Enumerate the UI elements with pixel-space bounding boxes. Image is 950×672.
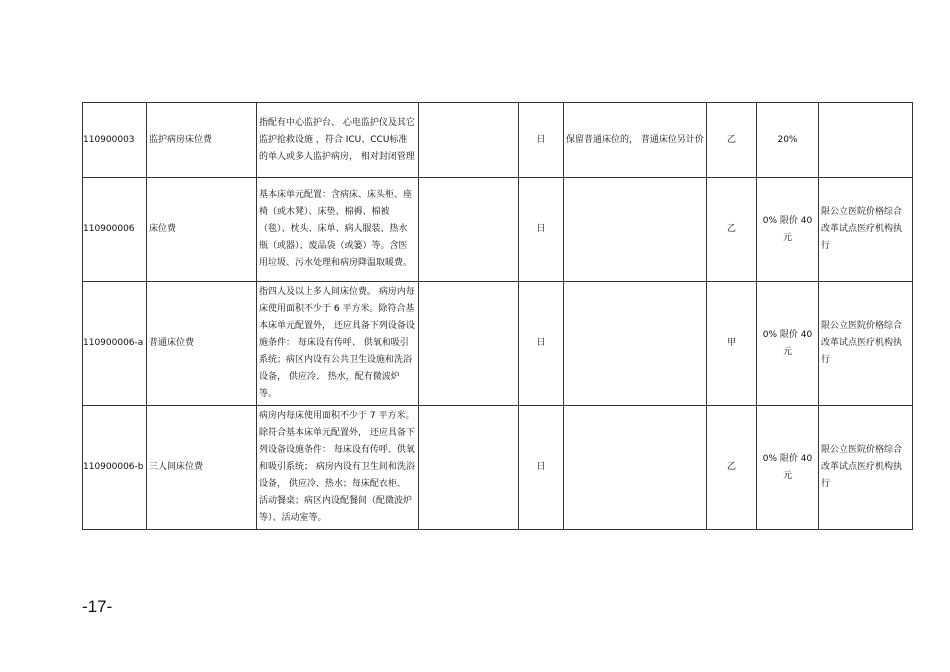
item-code: 110900006: [83, 178, 147, 282]
item-category: 乙: [707, 103, 757, 178]
item-name: 普通床位费: [147, 282, 257, 406]
table-row: [83, 103, 913, 178]
item-ratio: 20%: [757, 103, 819, 178]
item-content: 基本床单元配置：含病床、床头柜、座椅（或木凳）、床垫、棉褥、棉被（毯）、枕头、床单、病人服装、热水瓶（或器）、废品袋（或篓）等。含医用垃圾、污水处理和病房降温取暖费。: [257, 178, 419, 282]
table-row: [83, 282, 913, 406]
item-exclusion: [419, 103, 519, 178]
item-exclusion: [419, 178, 519, 282]
item-note: 限公立医院价格综合改革试点医疗机构执行: [819, 178, 913, 282]
item-explanation: [564, 282, 707, 406]
item-code: 110900006-b: [83, 406, 147, 530]
item-note: 限公立医院价格综合改革试点医疗机构执行: [819, 282, 913, 406]
item-explanation: [564, 178, 707, 282]
item-name: 三人间床位费: [147, 406, 257, 530]
item-category: 乙: [707, 178, 757, 282]
item-category: 甲: [707, 282, 757, 406]
item-explanation: [564, 406, 707, 530]
item-ratio: 0% 限价 40元: [757, 406, 819, 530]
item-explanation: 保留普通床位的， 普通床位另计价: [564, 103, 707, 178]
item-unit: 日: [519, 282, 564, 406]
item-name: 床位费: [147, 178, 257, 282]
table-row: [83, 178, 913, 282]
price-table: [82, 102, 913, 530]
item-content: 指四人及以上多人间床位费。 病房内每床使用面积不少于 6 平方米。除符合基本床单元配置外， 还应具备下列设备设施条件： 每床设有传呼、 供氧和吸引系统；病区内设有公共卫生设施和洗浴设备， 供应冷、 热水，配有微波炉等。: [257, 282, 419, 406]
item-content: 指配有中心监护台、 心电监护仪及其它监护抢救设施 ，符合 ICU、CCU标准的单人或多人监护病房， 相对封闭管理: [257, 103, 419, 178]
item-name: 监护病房床位费: [147, 103, 257, 178]
item-unit: 日: [519, 178, 564, 282]
item-category: 乙: [707, 406, 757, 530]
item-unit: 日: [519, 406, 564, 530]
item-code: 110900006-a: [83, 282, 147, 406]
item-note: 限公立医院价格综合改革试点医疗机构执行: [819, 406, 913, 530]
table-row: [83, 406, 913, 530]
item-ratio: 0% 限价 40元: [757, 178, 819, 282]
item-unit: 日: [519, 103, 564, 178]
item-code: 110900003: [83, 103, 147, 178]
item-note: [819, 103, 913, 178]
item-ratio: 0% 限价 40元: [757, 282, 819, 406]
page-number: -17-: [82, 597, 113, 616]
item-exclusion: [419, 406, 519, 530]
item-content: 病房内每床使用面积不少于 7 平方米。除符合基本床单元配置外， 还应具备下列设备设施条件： 每床设有传呼、供氧和吸引系统； 病房内设有卫生间和洗浴设备， 供应冷、热水；每床配衣柜、 活动餐桌；病区内设配餐间（配微波炉等）、活动室等。: [257, 406, 419, 530]
item-exclusion: [419, 282, 519, 406]
